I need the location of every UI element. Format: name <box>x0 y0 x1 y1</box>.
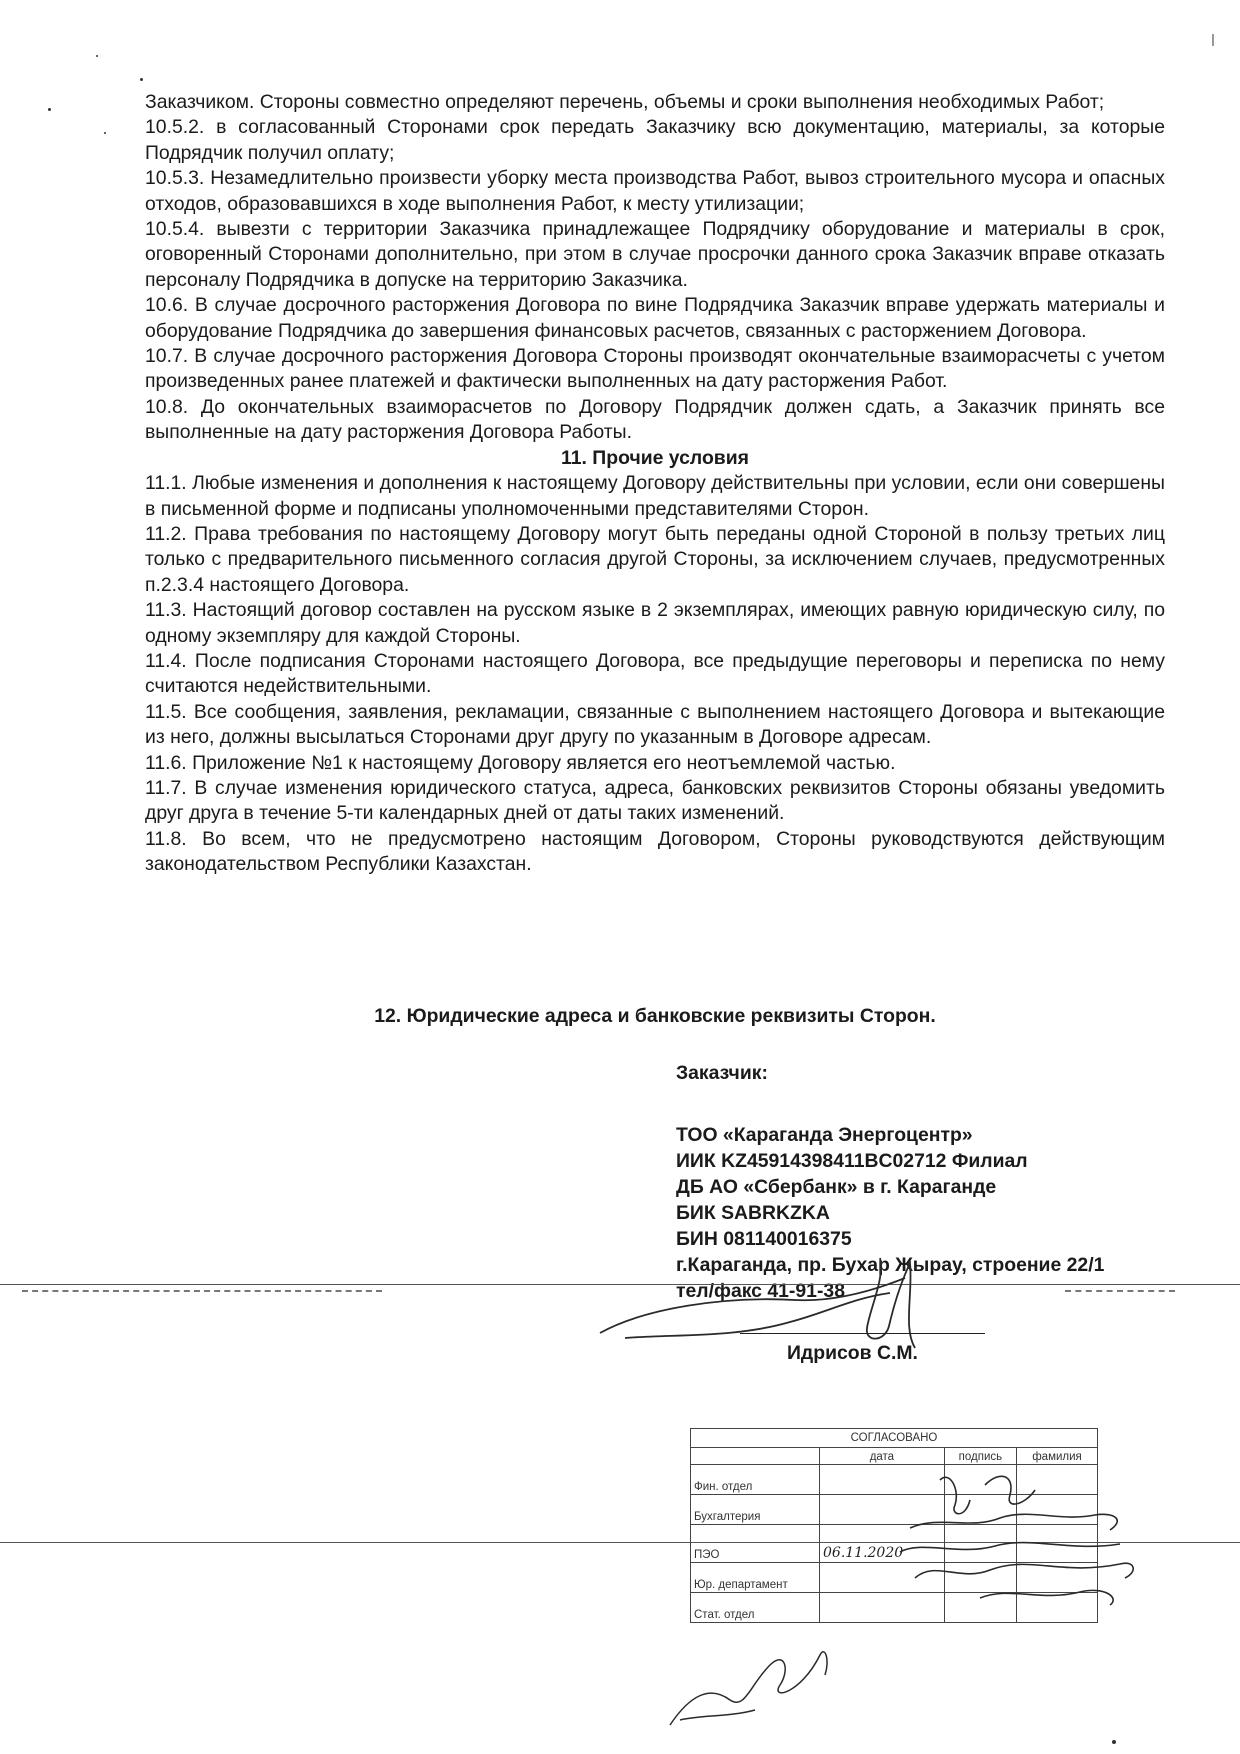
section-11-title: 11. Прочие условия <box>561 446 749 469</box>
approval-cell <box>944 1563 1016 1593</box>
customer-phone: тел/факс 41-91-38 <box>676 1280 845 1302</box>
approval-cell <box>820 1495 945 1525</box>
clause-11-5: 11.5. Все сообщения, заявления, рекламации, связанные с выполнением настоящего Договора и вытекающие из него, должны высылаться Сторонами друг другу по указанным в Договоре адресам. <box>145 700 1165 749</box>
clause-11-3: 11.3. Настоящий договор составлен на русском языке в 2 экземплярах, имеющих равную юридическую силу, по одному экземпляру для каждой Стороны. <box>145 599 1165 647</box>
scan-speck <box>1112 1740 1116 1744</box>
approval-cell <box>1017 1495 1098 1525</box>
customer-name: ТОО «Караганда Энергоцентр» <box>676 1124 973 1146</box>
scan-dash-artifact <box>1065 1290 1175 1293</box>
approval-cell <box>1017 1465 1098 1495</box>
approval-cell <box>944 1525 1016 1563</box>
clause-10-8: 10.8. До окончательных взаиморасчетов по Договору Подрядчик должен сдать, а Заказчик принять все выполненные на дату расторжения Договора Работы. <box>145 395 1165 444</box>
clause-11-4: 11.4. После подписания Сторонами настоящего Договора, все предыдущие переговоры и переписка по нему считаются недействительными. <box>145 649 1165 698</box>
bottom-initials-signature <box>660 1625 860 1735</box>
approval-cell <box>820 1563 945 1593</box>
customer-requisites <box>676 1060 1104 1304</box>
customer-bin: БИН 081140016375 <box>676 1228 852 1250</box>
scan-speck <box>140 78 143 81</box>
section-12-title: 12. Юридические адреса и банковские реквизиты Сторон. <box>374 1005 936 1027</box>
clause-11-1: 11.1. Любые изменения и дополнения к настоящему Договору действительны при условии, если они совершены в письменной форме и подписаны уполномоченными представителями Сторон. <box>145 472 1165 520</box>
customer-bank: ДБ АО «Сбербанк» в г. Караганде <box>676 1176 997 1198</box>
customer-label: Заказчик: <box>676 1062 768 1084</box>
approval-row-legal: Юр. департамент <box>691 1563 820 1593</box>
clause-10-5-4: 10.5.4. вывезти с территории Заказчика принадлежащее Подрядчику оборудование и материалы в срок, оговоренный Сторонами дополнительно, при этом в случае просрочки данного срока Заказчик вправе отказать персоналу Подрядчика в допуске на территорию Заказчика. <box>145 218 1165 291</box>
approval-title: СОГЛАСОВАНО <box>691 1429 1098 1448</box>
signature-line <box>740 1333 985 1334</box>
approval-col-surname: фамилия <box>1017 1448 1098 1465</box>
customer-signer-name: Идрисов С.М. <box>787 1342 918 1364</box>
clause-10-6: 10.6. В случае досрочного расторжения Договора по вине Подрядчика Заказчик вправе удержать материалы и оборудование Подрядчика до завершения финансовых расчетов, связанных с расторжением Договора. <box>145 294 1165 342</box>
customer-iik: ИИК KZ45914398411BC02712 Филиал <box>676 1150 1028 1172</box>
approval-row-stat: Стат. отдел <box>691 1593 820 1623</box>
clause-10-5-3: 10.5.3. Незамедлительно произвести уборку места производства Работ, вывоз строительного мусора и опасных отходов, образовавшихся в ходе выполнения Работ, к месту утилизации; <box>145 167 1165 215</box>
scan-fold-line <box>0 1284 1240 1285</box>
approval-cell <box>1017 1563 1098 1593</box>
scan-dash-artifact <box>22 1290 382 1293</box>
approval-corner <box>691 1448 820 1465</box>
approval-cell <box>820 1593 945 1623</box>
approval-row-fin: Фин. отдел <box>691 1465 820 1495</box>
clause-10-5-2: 10.5.2. в согласованный Сторонами срок передать Заказчику всю документацию, материалы, за которые Подрядчик получил оплату; <box>145 116 1165 164</box>
contract-body <box>145 90 1165 878</box>
clause-11-7: 11.7. В случае изменения юридического статуса, адреса, банковских реквизитов Стороны обязаны уведомить друг друга в течение 5-ти календарных дней от даты таких изменений. <box>145 776 1165 825</box>
scan-speck <box>96 55 98 57</box>
clause-11-2: 11.2. Права требования по настоящему Договору могут быть переданы одной Стороной в пользу третьих лиц только с предварительного письменного согласия другой Стороны, за исключением случаев, предусмотренных п.2.3.4 настоящего Договора. <box>145 522 1165 596</box>
clause-10-5-1-tail: Заказчиком. Стороны совместно определяют перечень, объемы и сроки выполнения необходимых Работ; <box>145 91 1105 113</box>
approval-stamp-table <box>690 1428 1098 1623</box>
approval-cell <box>944 1495 1016 1525</box>
approval-cell <box>820 1465 945 1495</box>
approval-cell <box>1017 1525 1098 1563</box>
customer-bik: БИК SABRKZKA <box>676 1202 830 1224</box>
approval-col-signature: подпись <box>944 1448 1016 1465</box>
approval-date-cell: 06.11.2020 <box>820 1525 945 1563</box>
customer-address: г.Караганда, пр. Бухар Жырау, строение 22/1 <box>676 1254 1105 1276</box>
approval-row-accounting: Бухгалтерия <box>691 1495 820 1525</box>
approval-cell <box>944 1465 1016 1495</box>
approval-cell <box>944 1593 1016 1623</box>
clause-10-7: 10.7. В случае досрочного расторжения Договора Стороны производят окончательные взаиморасчеты с учетом произведенных ранее платежей и фактически выполненных на дату расторжения Работ. <box>145 345 1165 393</box>
scan-speck <box>48 108 51 111</box>
approval-row-peo: ПЭО <box>691 1525 820 1563</box>
scan-speck <box>1212 34 1214 46</box>
clause-11-6: 11.6. Приложение №1 к настоящему Договору является его неотъемлемой частью. <box>145 751 896 774</box>
approval-cell <box>1017 1593 1098 1623</box>
approval-col-date: дата <box>820 1448 945 1465</box>
scan-speck <box>104 132 106 134</box>
clause-11-8: 11.8. Во всем, что не предусмотрено настоящим Договором, Стороны руководствуются действующим законодательством Республики Казахстан. <box>145 827 1165 876</box>
